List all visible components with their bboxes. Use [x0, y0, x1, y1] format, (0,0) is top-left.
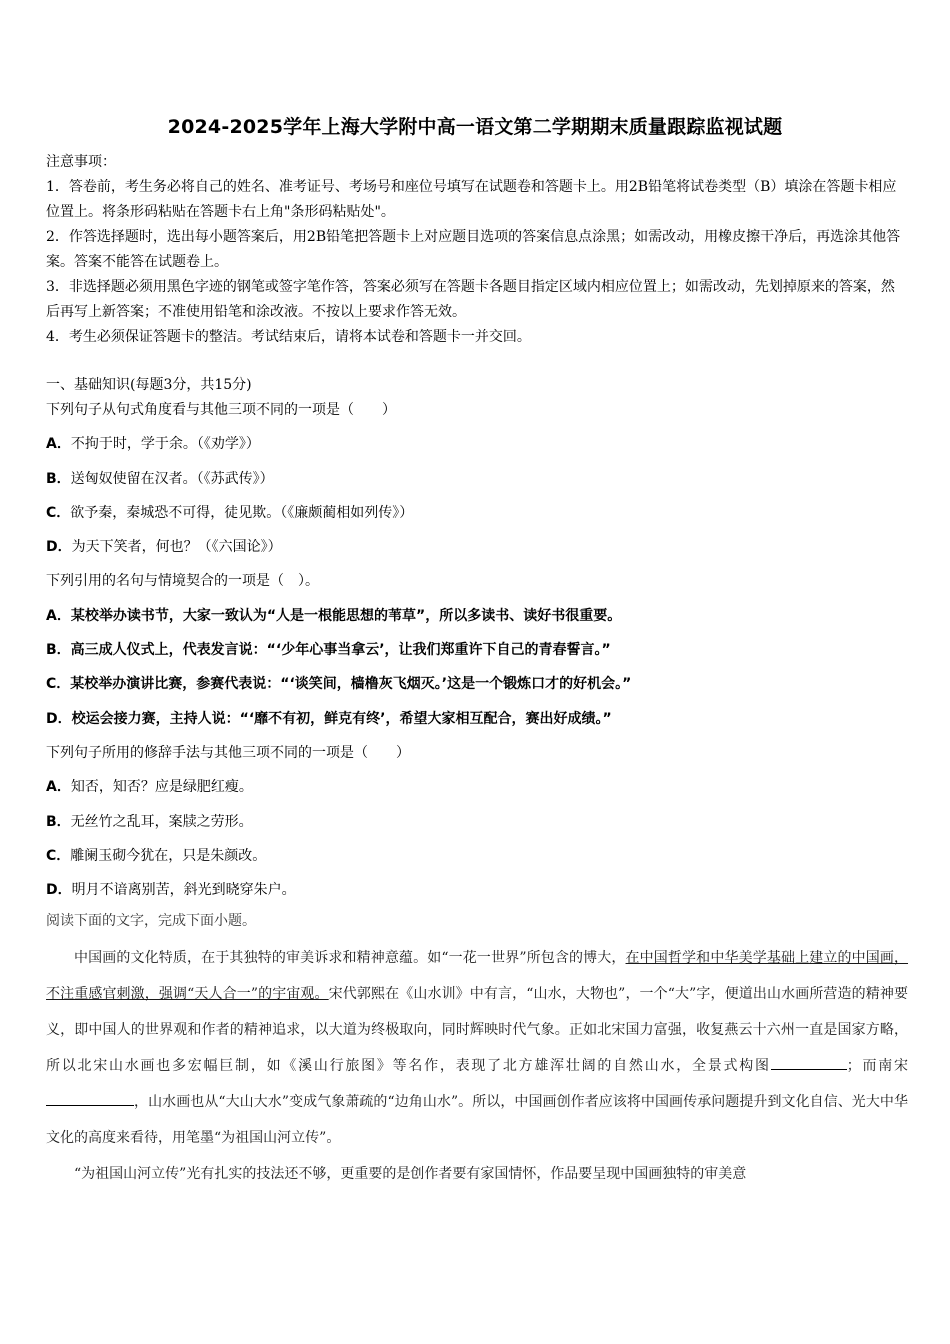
passage-text: ；而南宋 — [846, 1058, 908, 1074]
option-letter: C． — [46, 504, 71, 521]
option-text: 雕阑玉砌今犹在，只是朱颜改。 — [70, 847, 267, 864]
question-2-option-a[interactable] — [46, 605, 908, 639]
question-3-option-c[interactable] — [46, 845, 908, 879]
passage-text: 宋代郭熙在《山水训》中有言，“山水，大物也”，一个“大”字，便道出山水画所营造的精神要义，即中国人的世界观和作者的精神追求，以大道为终极取向，同时辉映时代气象。正如北宋国力富强，收复燕云十六州一直是国家方略，所以北宋山水画也多宏幅巨制，如《溪山行旅图》等名作，表现了北方雄浑壮阔的自然山水，全景式构图 — [46, 986, 908, 1074]
option-letter: C． — [46, 676, 71, 693]
page-title: 2024-2025学年上海大学附中高一语文第二学期期末质量跟踪监视试题 — [167, 116, 783, 138]
question-3-option-a[interactable] — [46, 776, 908, 810]
section-basic-knowledge — [46, 374, 908, 913]
question-1-option-c[interactable] — [46, 502, 908, 536]
option-letter: A． — [46, 779, 71, 796]
option-letter: B． — [46, 470, 71, 487]
fill-blank-2[interactable] — [46, 1089, 134, 1106]
option-text: 某校举办读书节，大家一致认为“人是一根能思想的苇草”，所以多读书、读好书很重要。 — [70, 607, 622, 624]
option-text: 知否，知否？应是绿肥红瘦。 — [70, 779, 253, 796]
question-2-stem: 下列引用的名句与情境契合的一项是（ ）。 — [46, 573, 319, 590]
option-text: 高三成人仪式上，代表发言说：“‘少年心事当拿云’，让我们郑重许下自己的青春誓言。” — [70, 642, 611, 659]
question-1-option-a[interactable] — [46, 433, 908, 467]
question-2-option-b[interactable] — [46, 639, 908, 673]
question-2-option-d[interactable] — [46, 708, 908, 742]
note-item-1: 1．答卷前，考生务必将自己的姓名、准考证号、考场号和座位号填写在试题卷和答题卡上。用2B铅笔将试卷类型（B）填涂在答题卡相应位置上。将条形码粘贴在答题卡右上角"条形码粘贴处"。 — [46, 179, 897, 220]
note-item-2: 2．作答选择题时，选出每小题答案后，用2B铅笔把答题卡上对应题目选项的答案信息点涂黑；如需改动，用橡皮擦干净后，再选涂其他答案。答案不能答在试题卷上。 — [46, 229, 901, 270]
option-text: 校运会接力赛，主持人说：“‘靡不有初，鲜克有终’，希望大家相互配合，赛出好成绩。” — [71, 710, 612, 727]
option-text: 欲予秦，秦城恐不可得，徒见欺。（《廉颇蔺相如列传》） — [70, 504, 414, 521]
option-letter: A． — [46, 607, 71, 624]
section-heading: 一、基础知识(每题3分，共15分) — [46, 377, 252, 393]
option-letter: B． — [46, 813, 71, 830]
question-1-option-b[interactable] — [46, 468, 908, 502]
option-text: 无丝竹之乱耳，案牍之劳形。 — [70, 813, 253, 830]
exam-notes — [46, 150, 908, 350]
option-letter: D． — [46, 882, 72, 899]
note-item-4: 4．考生必须保证答题卡的整洁。考试结束后，请将本试卷和答题卡一并交回。 — [46, 329, 531, 345]
option-letter: C． — [46, 847, 71, 864]
option-letter: A． — [46, 436, 71, 453]
option-text: 某校举办演讲比赛，参赛代表说：“‘谈笑间，樯橹灰飞烟灭。’这是一个锻炼口才的好机会。” — [70, 676, 632, 693]
option-letter: D． — [46, 710, 72, 727]
option-text: 送匈奴使留在汉者。（《苏武传》） — [70, 470, 274, 487]
passage-text: ，山水画也从“大山大水”变成气象萧疏的“边角山水”。所以，中国画创作者应该将中国画传承问题提升到文化自信、光大中华文化的高度来看待，用笔墨“为祖国山河立传”。 — [46, 1094, 908, 1146]
option-text: 不拘于时，学于余。（《劝学》） — [70, 436, 260, 453]
reading-intro: 阅读下面的文字，完成下面小题。 — [46, 913, 256, 929]
question-3-stem: 下列句子所用的修辞手法与其他三项不同的一项是（ ） — [46, 744, 410, 761]
question-1-stem: 下列句子从句式角度看与其他三项不同的一项是（ ） — [46, 402, 396, 418]
option-text: 为天下笑者，何也？（《六国论》） — [71, 539, 282, 556]
option-letter: D． — [46, 539, 72, 556]
question-1-option-d[interactable] — [46, 536, 908, 570]
passage-paragraph-1 — [46, 940, 908, 1156]
fill-blank-1[interactable] — [771, 1053, 847, 1070]
question-3-option-b[interactable] — [46, 811, 908, 845]
underlined-sentence: 在中国哲学和中华美学基础上建立的中国画，不注重感官刺激，强调“天人合一”的宇宙观。 — [46, 950, 909, 1002]
option-text: 明月不谙离别苦，斜光到晓穿朱户。 — [71, 882, 296, 899]
passage-paragraph-2: “为祖国山河立传”光有扎实的技法还不够，更重要的是创作者要有家国情怀，作品要呈现中国画独特的审美意 — [74, 1166, 747, 1182]
note-item-3: 3．非选择题必须用黑色字迹的钢笔或签字笔作答，答案必须写在答题卡各题目指定区域内相应位置上；如需改动，先划掉原来的答案，然后再写上新答案；不准使用铅笔和涂改液。不按以上要求作答无效。 — [46, 279, 895, 320]
notes-heading: 注意事项： — [46, 154, 116, 170]
reading-passage — [46, 940, 908, 1192]
passage-text: 中国画的文化特质，在于其独特的审美诉求和精神意蕴。如“一花一世界”所包含的博大， — [74, 950, 626, 966]
question-3-option-d[interactable] — [46, 879, 908, 913]
question-2-option-c[interactable] — [46, 673, 908, 707]
option-letter: B． — [46, 642, 71, 659]
